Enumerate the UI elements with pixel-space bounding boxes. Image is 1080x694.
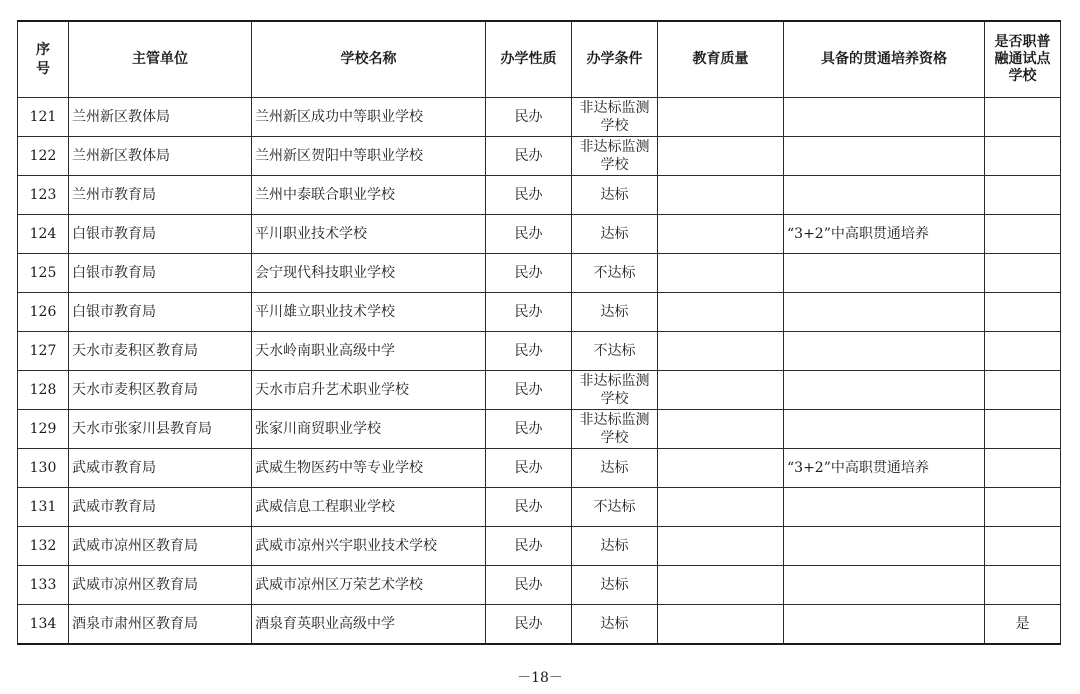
cell-pilot xyxy=(985,527,1061,566)
cell-qualification xyxy=(784,566,985,605)
cell-no: 129 xyxy=(18,410,69,449)
cell-no: 131 xyxy=(18,488,69,527)
table-row xyxy=(18,98,1061,137)
cell-pilot xyxy=(985,371,1061,410)
cell-pilot xyxy=(985,176,1061,215)
cell-nature: 民办 xyxy=(486,215,572,254)
cell-quality xyxy=(658,215,784,254)
table-row xyxy=(18,332,1061,371)
cell-dept: 武威市教育局 xyxy=(69,488,252,527)
cell-qualification xyxy=(784,605,985,645)
cell-pilot xyxy=(985,410,1061,449)
cell-school: 武威市凉州兴宇职业技术学校 xyxy=(252,527,486,566)
cell-condition: 非达标监测学校 xyxy=(572,410,658,449)
col-header-dept: 主管单位 xyxy=(69,21,252,98)
cell-qualification xyxy=(784,176,985,215)
cell-pilot: 是 xyxy=(985,605,1061,645)
cell-condition: 达标 xyxy=(572,566,658,605)
school-table-sheet xyxy=(17,20,1061,645)
cell-school: 酒泉育英职业高级中学 xyxy=(252,605,486,645)
cell-no: 124 xyxy=(18,215,69,254)
cell-quality xyxy=(658,449,784,488)
table-row xyxy=(18,449,1061,488)
table-row xyxy=(18,527,1061,566)
cell-quality xyxy=(658,293,784,332)
cell-qualification xyxy=(784,293,985,332)
cell-school: 张家川商贸职业学校 xyxy=(252,410,486,449)
cell-dept: 兰州新区教体局 xyxy=(69,98,252,137)
cell-qualification xyxy=(784,488,985,527)
table-row xyxy=(18,371,1061,410)
cell-nature: 民办 xyxy=(486,410,572,449)
col-header-qualification: 具备的贯通培养资格 xyxy=(784,21,985,98)
cell-dept: 天水市张家川县教育局 xyxy=(69,410,252,449)
cell-nature: 民办 xyxy=(486,566,572,605)
cell-condition: 达标 xyxy=(572,176,658,215)
cell-dept: 天水市麦积区教育局 xyxy=(69,371,252,410)
cell-nature: 民办 xyxy=(486,605,572,645)
col-header-nature: 办学性质 xyxy=(486,21,572,98)
cell-qualification xyxy=(784,254,985,293)
cell-school: 平川雄立职业技术学校 xyxy=(252,293,486,332)
table-row xyxy=(18,293,1061,332)
cell-dept: 白银市教育局 xyxy=(69,293,252,332)
cell-school: 兰州新区成功中等职业学校 xyxy=(252,98,486,137)
cell-condition: 达标 xyxy=(572,215,658,254)
col-header-pilot: 是否职普融通试点学校 xyxy=(985,21,1061,98)
cell-quality xyxy=(658,98,784,137)
cell-school: 会宁现代科技职业学校 xyxy=(252,254,486,293)
cell-nature: 民办 xyxy=(486,488,572,527)
cell-qualification xyxy=(784,332,985,371)
cell-no: 133 xyxy=(18,566,69,605)
cell-no: 122 xyxy=(18,137,69,176)
cell-qualification xyxy=(784,371,985,410)
cell-pilot xyxy=(985,293,1061,332)
cell-quality xyxy=(658,332,784,371)
page-number: －18－ xyxy=(517,670,563,686)
cell-quality xyxy=(658,371,784,410)
school-table xyxy=(17,20,1061,645)
cell-condition: 达标 xyxy=(572,293,658,332)
cell-school: 天水市启升艺术职业学校 xyxy=(252,371,486,410)
cell-school: 天水岭南职业高级中学 xyxy=(252,332,486,371)
cell-condition: 不达标 xyxy=(572,332,658,371)
cell-no: 125 xyxy=(18,254,69,293)
cell-dept: 兰州市教育局 xyxy=(69,176,252,215)
cell-condition: 非达标监测学校 xyxy=(572,98,658,137)
cell-condition: 达标 xyxy=(572,449,658,488)
cell-condition: 非达标监测学校 xyxy=(572,371,658,410)
cell-pilot xyxy=(985,488,1061,527)
cell-qualification xyxy=(784,527,985,566)
cell-no: 128 xyxy=(18,371,69,410)
cell-dept: 武威市凉州区教育局 xyxy=(69,527,252,566)
cell-school: 武威市凉州区万荣艺术学校 xyxy=(252,566,486,605)
cell-nature: 民办 xyxy=(486,176,572,215)
table-row xyxy=(18,605,1061,645)
cell-school: 武威信息工程职业学校 xyxy=(252,488,486,527)
table-body xyxy=(18,98,1061,645)
cell-dept: 武威市教育局 xyxy=(69,449,252,488)
cell-condition: 达标 xyxy=(572,605,658,645)
cell-no: 130 xyxy=(18,449,69,488)
cell-dept: 白银市教育局 xyxy=(69,254,252,293)
cell-no: 134 xyxy=(18,605,69,645)
cell-quality xyxy=(658,605,784,645)
cell-no: 126 xyxy=(18,293,69,332)
cell-quality xyxy=(658,566,784,605)
cell-qualification xyxy=(784,137,985,176)
cell-nature: 民办 xyxy=(486,527,572,566)
table-row xyxy=(18,215,1061,254)
cell-nature: 民办 xyxy=(486,371,572,410)
cell-nature: 民办 xyxy=(486,137,572,176)
cell-no: 127 xyxy=(18,332,69,371)
cell-quality xyxy=(658,410,784,449)
cell-pilot xyxy=(985,137,1061,176)
cell-nature: 民办 xyxy=(486,98,572,137)
cell-condition: 不达标 xyxy=(572,488,658,527)
cell-school: 武威生物医药中等专业学校 xyxy=(252,449,486,488)
cell-pilot xyxy=(985,254,1061,293)
cell-dept: 酒泉市肃州区教育局 xyxy=(69,605,252,645)
cell-condition: 不达标 xyxy=(572,254,658,293)
col-header-condition: 办学条件 xyxy=(572,21,658,98)
cell-nature: 民办 xyxy=(486,293,572,332)
cell-quality xyxy=(658,254,784,293)
cell-dept: 兰州新区教体局 xyxy=(69,137,252,176)
cell-nature: 民办 xyxy=(486,332,572,371)
cell-school: 兰州新区贺阳中等职业学校 xyxy=(252,137,486,176)
cell-dept: 天水市麦积区教育局 xyxy=(69,332,252,371)
table-row xyxy=(18,488,1061,527)
table-row xyxy=(18,176,1061,215)
col-header-quality: 教育质量 xyxy=(658,21,784,98)
table-header-row xyxy=(18,21,1061,98)
cell-no: 121 xyxy=(18,98,69,137)
cell-nature: 民办 xyxy=(486,449,572,488)
cell-condition: 非达标监测学校 xyxy=(572,137,658,176)
table-row xyxy=(18,254,1061,293)
col-header-school: 学校名称 xyxy=(252,21,486,98)
cell-pilot xyxy=(985,215,1061,254)
cell-pilot xyxy=(985,449,1061,488)
cell-no: 123 xyxy=(18,176,69,215)
cell-school: 兰州中泰联合职业学校 xyxy=(252,176,486,215)
cell-qualification xyxy=(784,410,985,449)
cell-dept: 武威市凉州区教育局 xyxy=(69,566,252,605)
cell-pilot xyxy=(985,332,1061,371)
table-row xyxy=(18,566,1061,605)
cell-condition: 达标 xyxy=(572,527,658,566)
cell-no: 132 xyxy=(18,527,69,566)
cell-qualification xyxy=(784,98,985,137)
table-row xyxy=(18,137,1061,176)
cell-quality xyxy=(658,137,784,176)
cell-quality xyxy=(658,527,784,566)
col-header-no: 序号 xyxy=(18,21,69,98)
cell-pilot xyxy=(985,98,1061,137)
cell-dept: 白银市教育局 xyxy=(69,215,252,254)
cell-pilot xyxy=(985,566,1061,605)
cell-quality xyxy=(658,488,784,527)
cell-qualification: “3+2”中高职贯通培养 xyxy=(784,449,985,488)
cell-qualification: “3+2”中高职贯通培养 xyxy=(784,215,985,254)
cell-nature: 民办 xyxy=(486,254,572,293)
cell-school: 平川职业技术学校 xyxy=(252,215,486,254)
cell-quality xyxy=(658,176,784,215)
table-row xyxy=(18,410,1061,449)
